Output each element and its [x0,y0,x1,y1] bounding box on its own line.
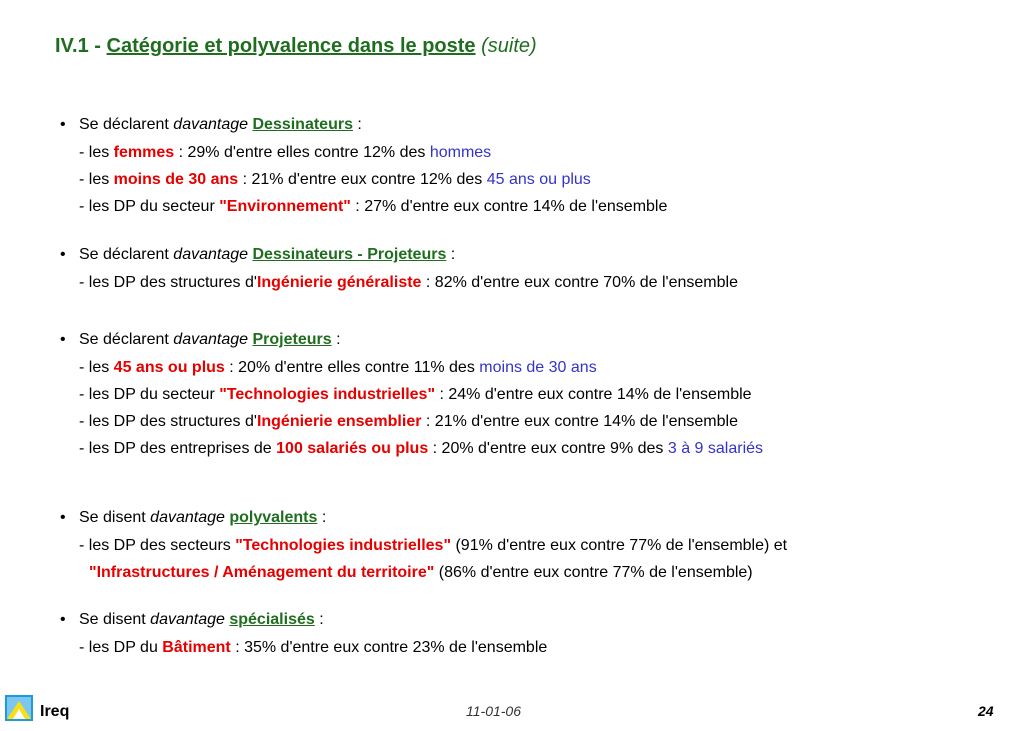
section-polyvalents [60,504,787,586]
text-segment: - les DP du [79,639,163,656]
text-segment: davantage [173,116,249,133]
text-segment: 45 ans ou plus [486,171,591,188]
detail-line [60,139,667,166]
text-segment: (86% d'entre eux contre 77% de l'ensemble) [434,564,753,581]
bullet-icon: • [60,611,66,628]
category-label: Projeteurs [252,331,332,348]
section-heading [60,111,667,139]
bullet-icon: • [60,116,66,133]
title-suffix: (suite) [481,35,537,57]
detail-line [60,435,763,462]
text-segment: femmes [113,144,175,161]
bullet-icon: • [60,246,66,263]
text-segment: (91% d'entre eux contre 77% de l'ensemble) et [451,537,788,554]
text-segment: : 24% d'entre eux contre 14% de l'ensemble [435,386,752,403]
text-segment: : [317,509,327,526]
footer-date: 11-01-06 [466,703,522,719]
bullet-icon: • [60,331,66,348]
category-label: Dessinateurs - Projeteurs [252,246,447,263]
text-segment: Se déclarent [79,246,169,263]
category-label: spécialisés [229,611,315,628]
text-segment: : 21% d'entre eux contre 14% de l'ensemble [421,413,738,430]
slide-footer [0,695,1023,731]
section-dessinateurs [60,111,667,220]
section-projeteurs [60,326,763,462]
section-specialises [60,606,547,661]
detail-line [60,634,547,661]
text-segment: 45 ans ou plus [113,359,225,376]
text-segment: moins de 30 ans [113,171,239,188]
section-dessinateurs-projeteurs [60,241,738,296]
text-segment: : 27% d'entre eux contre 14% de l'ensemble [350,198,668,215]
text-segment: Se déclarent [79,331,169,348]
text-segment: - les [79,359,114,376]
section-heading [60,241,738,269]
slide-title [55,35,537,58]
text-segment: 100 salariés ou plus [276,440,429,457]
text-segment: : [331,331,341,348]
text-segment: - les DP du secteur [79,198,220,215]
text-segment: Se déclarent [79,116,169,133]
text-segment: : 29% d'entre elles contre 12% des [174,144,430,161]
text-segment: : 35% d'entre eux contre 23% de l'ensemble [230,639,548,656]
category-label: polyvalents [229,509,318,526]
category-label: Dessinateurs [252,116,353,133]
text-segment: Ingénierie généraliste [256,274,422,291]
text-segment: : 21% d'entre eux contre 12% des [238,171,487,188]
text-segment: "Infrastructures / Aménagement du territoire" [89,564,435,581]
detail-line [60,269,738,296]
footer-brand: Ireq [40,703,70,720]
text-segment: - les DP des structures d' [79,274,257,291]
text-segment: : 82% d'entre eux contre 70% de l'ensemble [421,274,738,291]
detail-line [60,166,667,193]
text-segment: : [314,611,324,628]
bullet-icon: • [60,509,66,526]
text-segment: : 20% d'entre elles contre 11% des [224,359,480,376]
section-heading [60,606,547,634]
text-segment: Bâtiment [162,639,231,656]
text-segment: "Environnement" [219,198,351,215]
text-segment: davantage [173,331,249,348]
text-segment: davantage [150,509,225,526]
text-segment: - les DP des entreprises de [79,440,277,457]
detail-line [60,532,787,559]
text-segment: : [352,116,362,133]
text-segment: "Technologies industrielles" [235,537,452,554]
text-segment: Ingénierie ensemblier [256,413,422,430]
text-segment: : 20% d'entre eux contre 9% des [428,440,668,457]
detail-line [60,408,763,435]
text-segment: : [446,246,456,263]
section-heading [60,504,787,532]
page-number: 24 [978,703,994,719]
text-segment: davantage [150,611,225,628]
title-main: Catégorie et polyvalence dans le poste [106,35,476,57]
detail-line [60,381,763,408]
text-segment: Se disent [79,509,146,526]
text-segment: - les [79,144,114,161]
text-segment: moins de 30 ans [479,359,597,376]
text-segment: Se disent [79,611,146,628]
detail-line [60,354,763,381]
detail-line-continued [60,559,787,586]
text-segment: 3 à 9 salariés [667,440,764,457]
text-segment: "Technologies industrielles" [219,386,436,403]
ireq-logo-icon [5,695,33,721]
title-prefix: IV.1 - [55,35,107,57]
section-heading [60,326,763,354]
detail-line [60,193,667,220]
text-segment: - les DP des secteurs [79,537,236,554]
text-segment: - les [79,171,114,188]
text-segment: - les DP des structures d' [79,413,257,430]
text-segment: hommes [429,144,492,161]
text-segment: - les DP du secteur [79,386,220,403]
text-segment: davantage [173,246,249,263]
